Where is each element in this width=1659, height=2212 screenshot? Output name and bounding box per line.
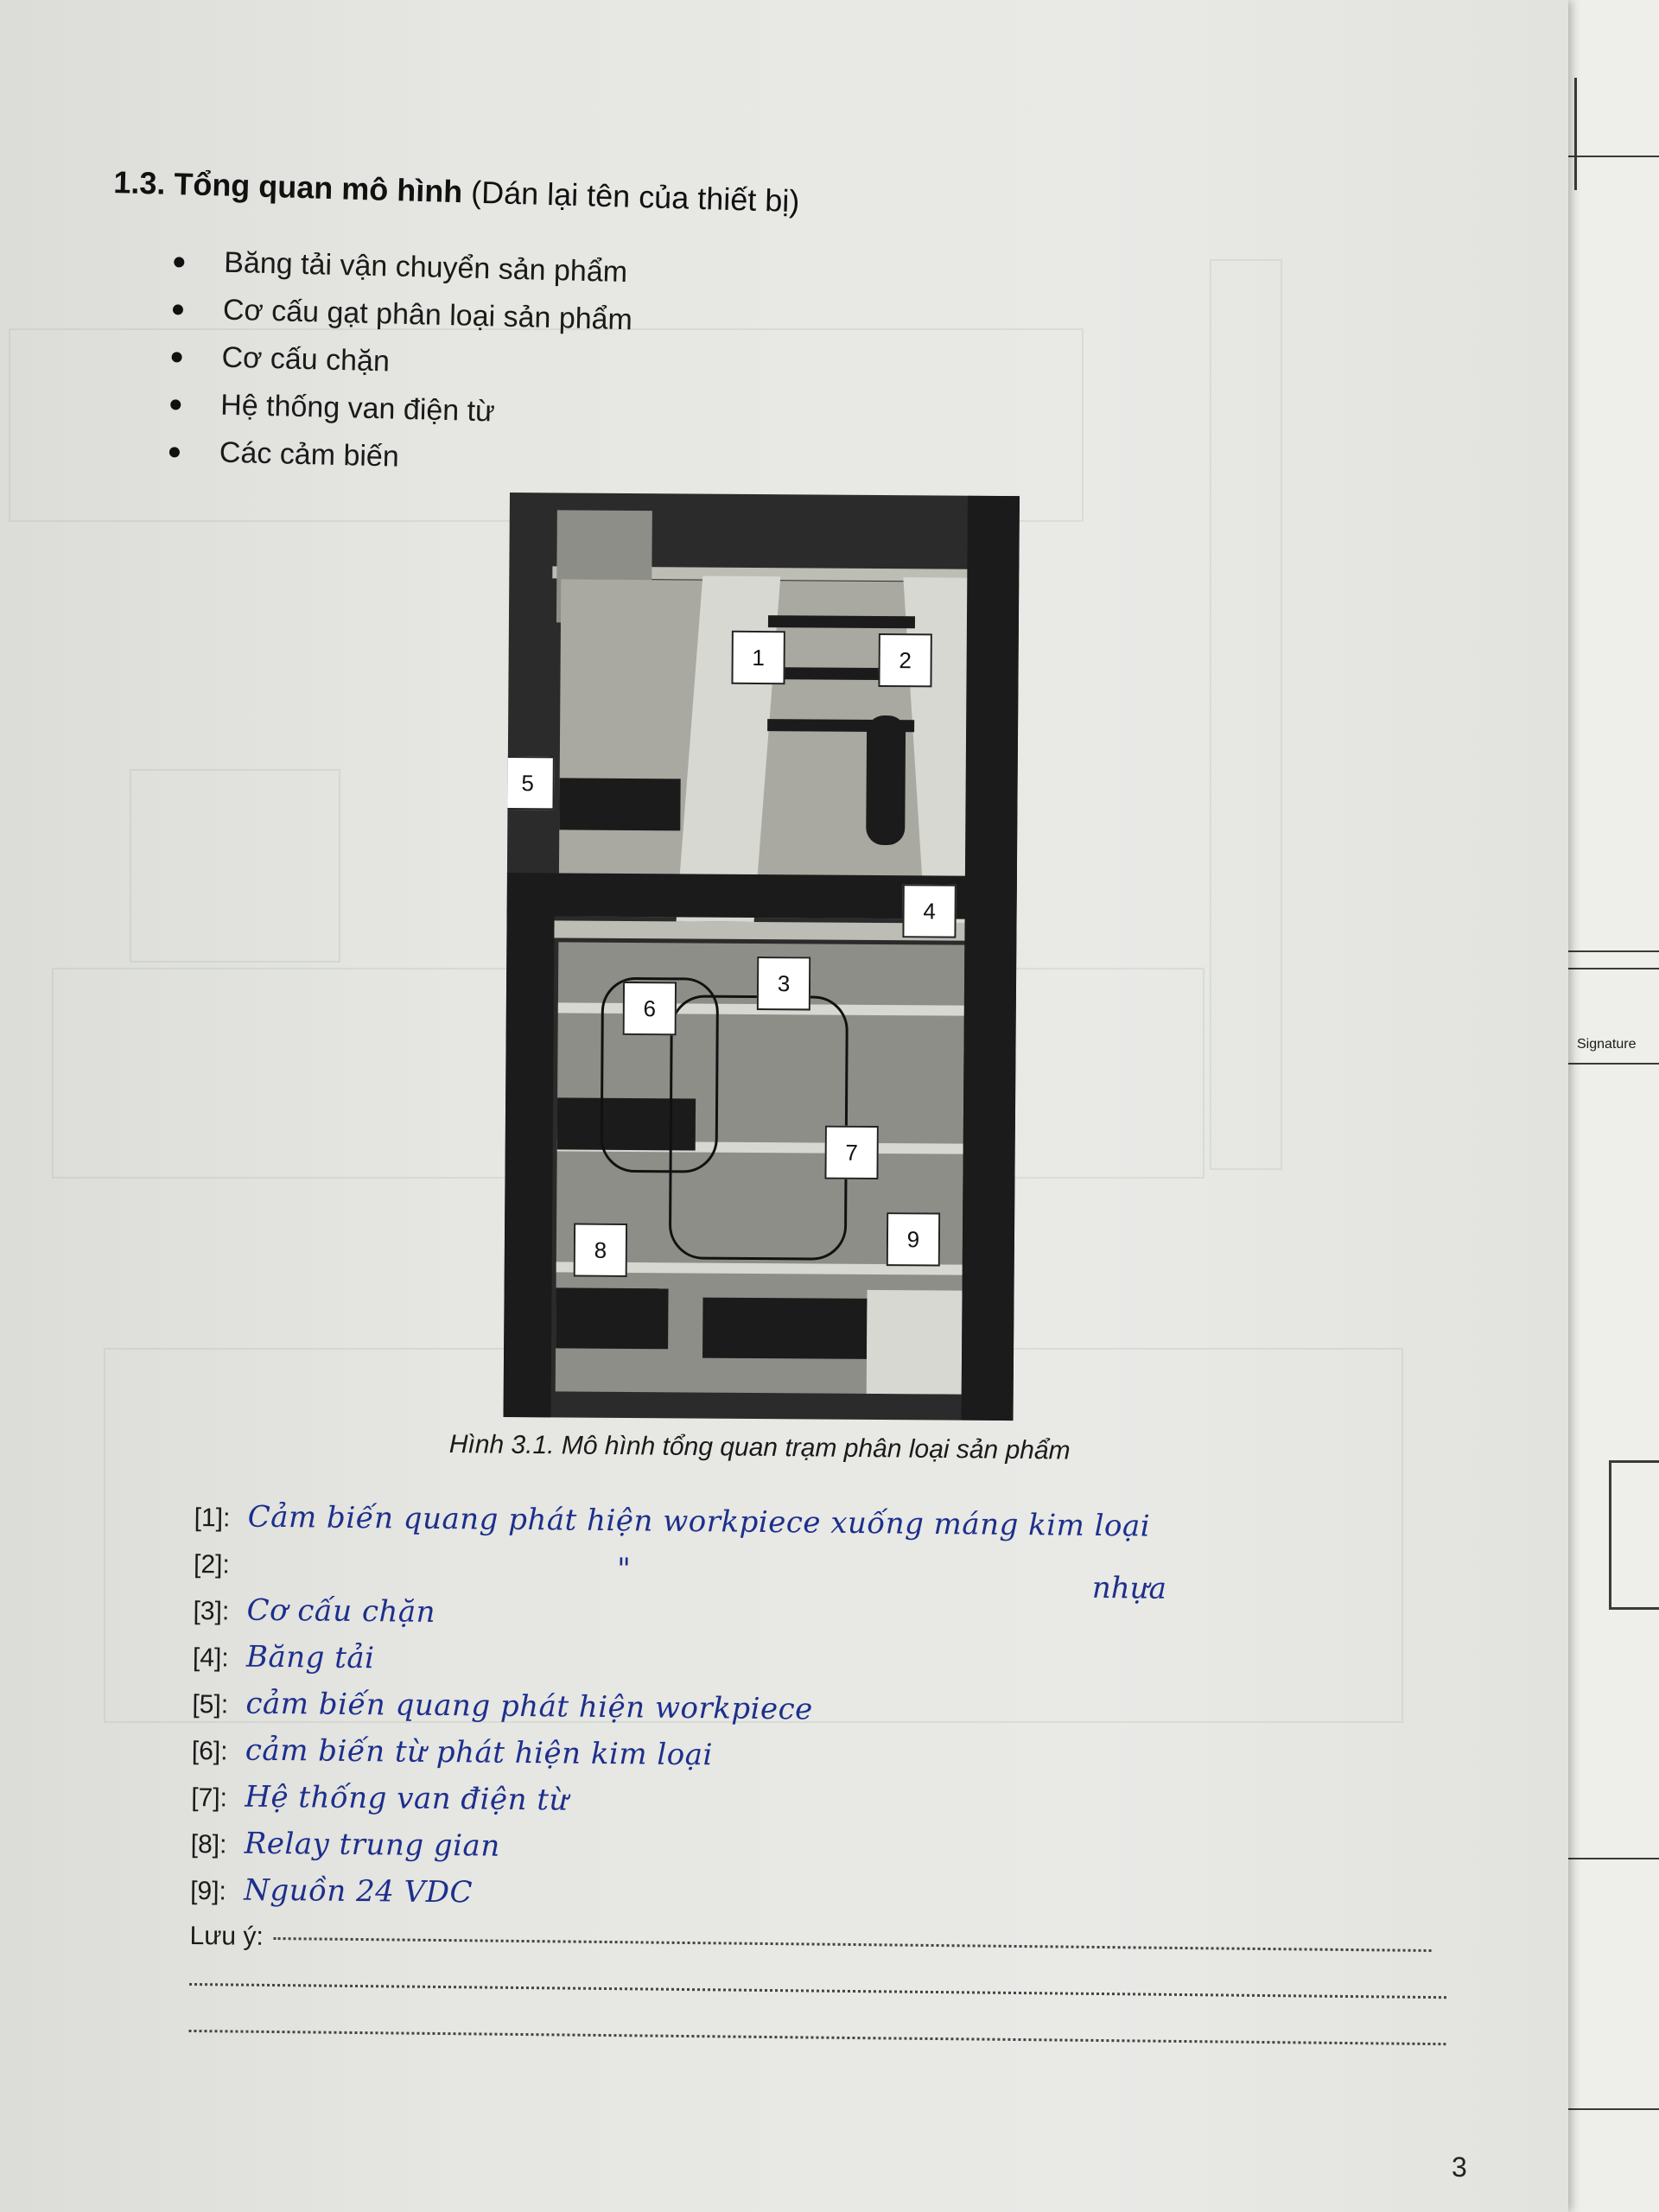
bullet-item: Các cảm biến [158, 428, 629, 486]
handwritten-answer: Cảm biến quang phát hiện workpiece xuống máng kim loại [247, 1499, 1151, 1544]
label-number: [7]: [191, 1783, 228, 1813]
label-number: [6]: [191, 1736, 228, 1766]
bullet-item: Cơ cấu gạt phân loại sản phẩm [162, 285, 632, 344]
label-number: [3]: [193, 1596, 230, 1626]
label-number: [2]: [193, 1549, 231, 1580]
label-number: [4]: [192, 1643, 229, 1673]
bullet-item: Cơ cấu chặn [161, 333, 632, 391]
figure-callout-8: 8 [574, 1224, 627, 1277]
section-heading [113, 164, 800, 219]
label-number: [1]: [194, 1503, 231, 1533]
figure-callout-3: 3 [757, 957, 810, 1010]
handwritten-answer: Relay trung gian [244, 1826, 500, 1864]
handwritten-answer: Cơ cấu chặn [246, 1592, 436, 1630]
handwritten-ditto-mark: " [616, 1552, 631, 1587]
component-label-list [188, 1493, 1452, 2066]
figure-callout-7: 7 [824, 1126, 878, 1179]
note-dotted-line [188, 2030, 1446, 2045]
handwritten-answer: cảm biến từ phát hiện kim loại [245, 1732, 714, 1773]
note-dotted-line [189, 1983, 1446, 1999]
signature-label: Signature [1577, 1037, 1637, 1052]
figure-callout-6: 6 [623, 982, 677, 1035]
label-number: [5]: [192, 1689, 229, 1719]
handwritten-answer: Băng tải [245, 1639, 375, 1676]
handwritten-answer: Nguồn 24 VDC [243, 1872, 474, 1910]
bullet-item: Hệ thống van điện từ [160, 380, 631, 439]
handwritten-answer-extra: nhựa [1091, 1570, 1167, 1606]
page-number: 3 [1452, 2152, 1467, 2183]
note-dotted-line [274, 1937, 1432, 1952]
figure-callout-2: 2 [878, 633, 931, 687]
figure-callout-9: 9 [887, 1212, 940, 1266]
handwritten-answer: cảm biến quang phát hiện workpiece [245, 1686, 814, 1727]
figure-callout-4: 4 [902, 884, 956, 938]
figure-callout-5: 5 [504, 756, 555, 810]
figure-caption: Hình 3.1. Mô hình tổng quan trạm phân loại sản phẩm [448, 1430, 1071, 1465]
station-photo [504, 493, 1020, 1421]
label-number: [8]: [190, 1829, 227, 1859]
component-bullet-list [158, 238, 634, 486]
section-heading-note: (Dán lại tên của thiết bị) [470, 174, 800, 219]
section-heading-text: 1.3. Tổng quan mô hình [112, 164, 463, 210]
note-label: Lưu ý: [189, 1921, 264, 1951]
handwritten-answer: Hệ thống van điện từ [245, 1779, 569, 1818]
bullet-item: Băng tải vận chuyển sản phẩm [163, 238, 634, 296]
label-number: [9]: [190, 1876, 227, 1906]
figure-callout-1: 1 [731, 631, 785, 684]
